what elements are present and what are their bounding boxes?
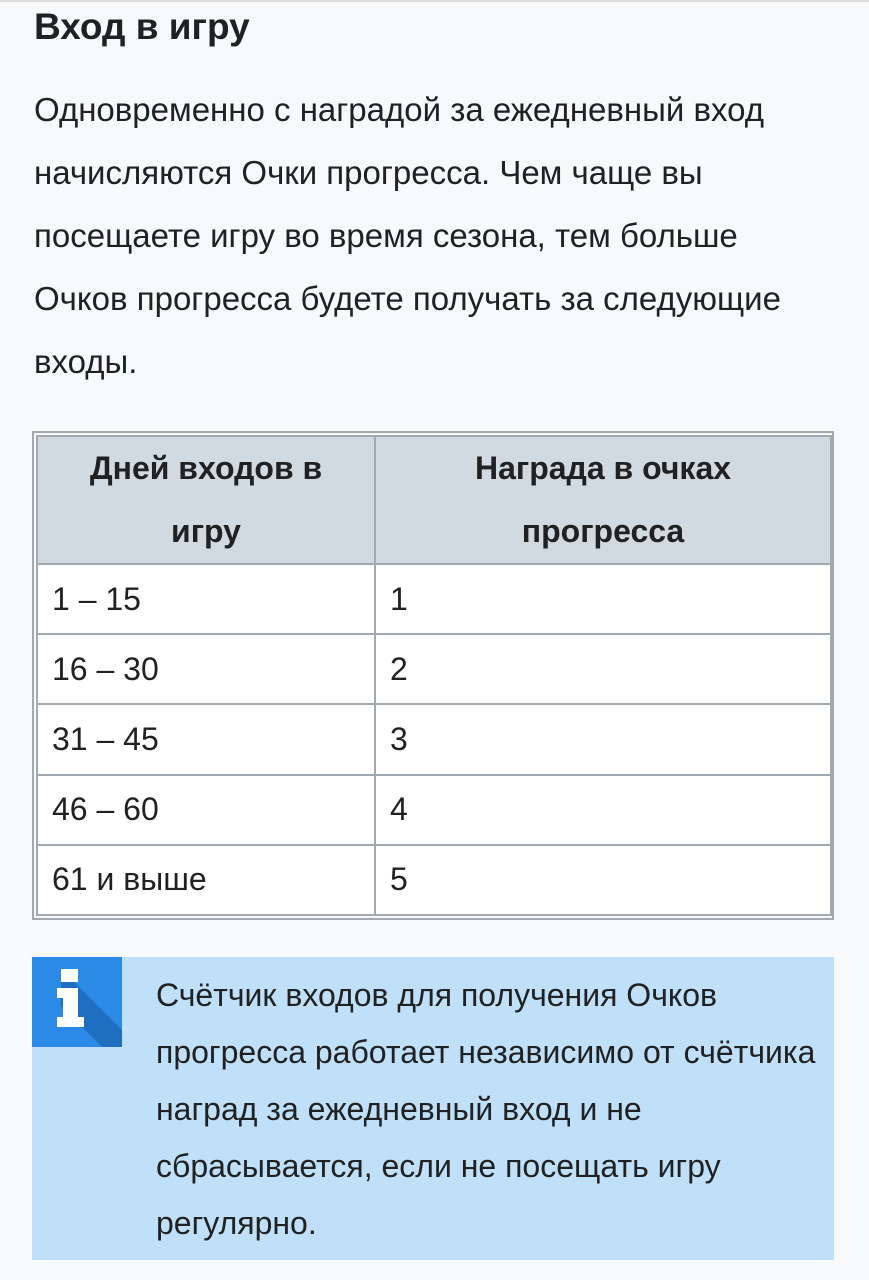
cell-reward: 3: [375, 704, 831, 774]
section-title: Вход в игру: [34, 6, 250, 47]
cell-days: 61 и выше: [37, 845, 375, 915]
cell-days: 16 – 30: [37, 634, 375, 704]
table-row: [37, 634, 831, 704]
intro-paragraph: Одновременно с наградой за ежедневный вход начисляются Очки прогресса. Чем чаще вы посещаете игру во время сезона, тем больше Очков прогресса будете получать за следующие входы.: [34, 91, 781, 380]
info-note: [32, 957, 834, 1260]
rewards-table: [36, 435, 832, 916]
cell-days: 1 – 15: [37, 564, 375, 634]
table-header-row: [37, 436, 831, 564]
cell-days: 46 – 60: [37, 775, 375, 845]
table-row: [37, 564, 831, 634]
cell-reward: 4: [375, 775, 831, 845]
info-note-text: Счётчик входов для получения Очков прогресса работает независимо от счётчика наград за ежедневный вход и не сбрасывается, если не посещать игру регулярно.: [156, 977, 816, 1241]
rewards-table-container: [32, 431, 834, 920]
info-icon: [32, 957, 122, 1047]
table-row: [37, 845, 831, 915]
header-progress-reward: Награда в очках прогресса: [375, 436, 831, 564]
cell-reward: 5: [375, 845, 831, 915]
cell-days: 31 – 45: [37, 704, 375, 774]
cell-reward: 2: [375, 634, 831, 704]
table-row: [37, 704, 831, 774]
header-login-days: Дней входов в игру: [37, 436, 375, 564]
table-row: [37, 775, 831, 845]
cell-reward: 1: [375, 564, 831, 634]
